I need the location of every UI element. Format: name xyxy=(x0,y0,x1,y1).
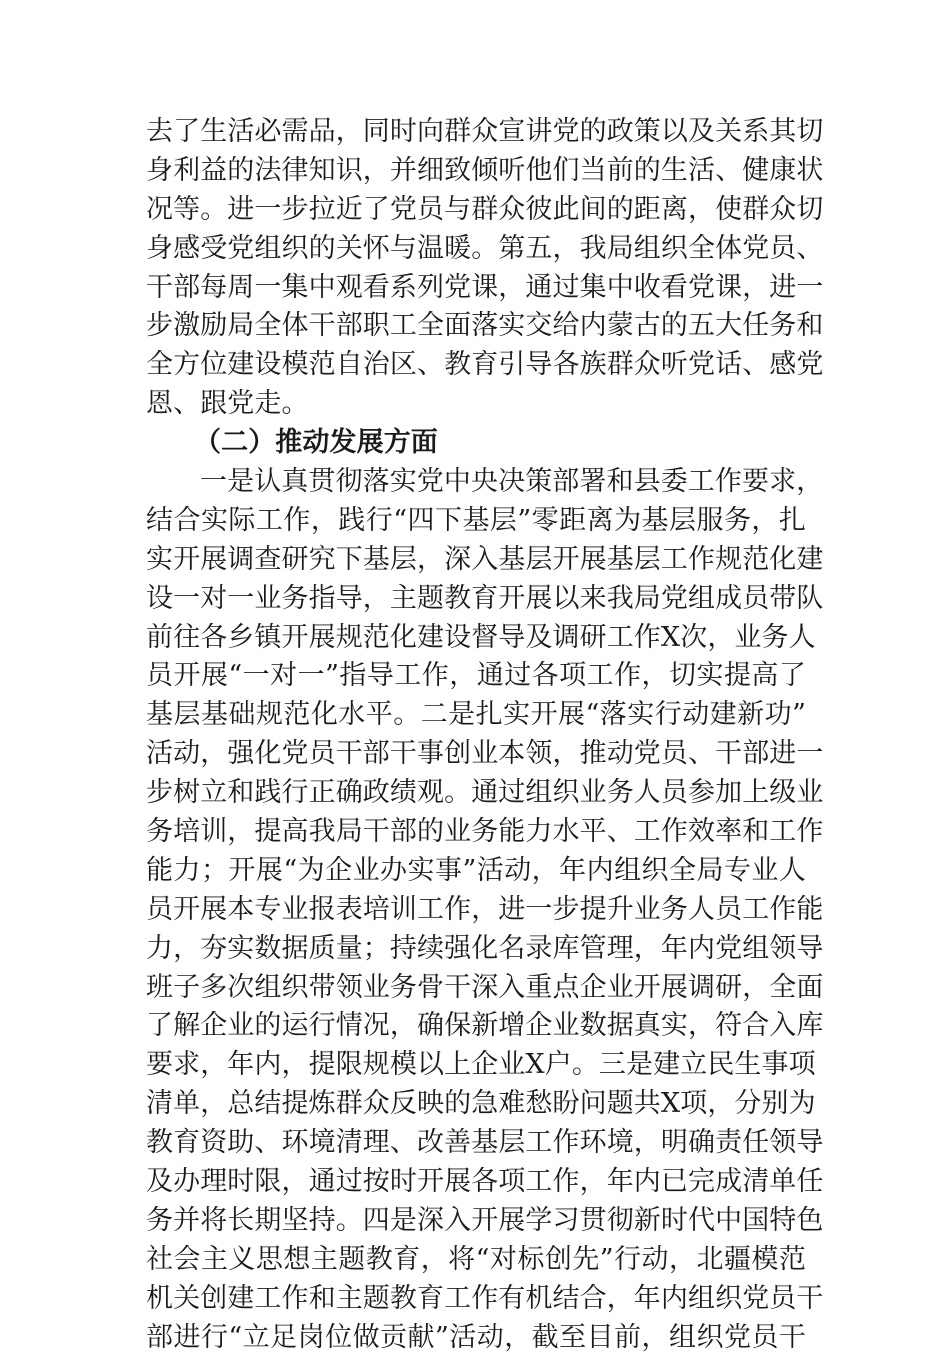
text-line: 员开展“一对一”指导工作，通过各项工作，切实提高了 xyxy=(146,660,806,692)
text-line: 实开展调查研究下基层，深入基层开展基层工作规范化建 xyxy=(146,543,824,575)
text-line: 前往各乡镇开展规范化建设督导及调研工作X次，业务人 xyxy=(146,621,816,653)
document-page xyxy=(146,113,824,1358)
text-line: 一是认真贯彻落实党中央决策部署和县委工作要求， xyxy=(200,466,824,498)
text-line: 及办理时限，通过按时开展各项工作，年内已完成清单任 xyxy=(146,1166,824,1198)
text-line: 教育资助、环境清理、改善基层工作环境，明确责任领导 xyxy=(146,1127,824,1159)
text-line: 全方位建设模范自治区、教育引导各族群众听党话、感党 xyxy=(146,349,824,381)
text-line: 务培训，提高我局干部的业务能力水平、工作效率和工作 xyxy=(146,816,824,848)
text-line: 班子多次组织带领业务骨干深入重点企业开展调研，全面 xyxy=(146,971,824,1003)
text-line: 去了生活必需品，同时向群众宣讲党的政策以及关系其切 xyxy=(146,116,824,147)
text-line: 结合实际工作，践行“四下基层”零距离为基层服务，扎 xyxy=(146,504,806,536)
text-line: 步激励局全体干部职工全面落实交给内蒙古的五大任务和 xyxy=(146,310,824,342)
section-heading: （二）推动发展方面 xyxy=(194,427,438,459)
text-line: 设一对一业务指导，主题教育开展以来我局党组成员带队 xyxy=(146,582,824,614)
text-line: 身利益的法律知识，并细致倾听他们当前的生活、健康状 xyxy=(146,154,824,186)
text-line: 务并将长期坚持。四是深入开展学习贯彻新时代中国特色 xyxy=(146,1204,824,1236)
text-line: 要求，年内，提限规模以上企业X户。三是建立民生事项 xyxy=(146,1049,816,1081)
text-line: 能力；开展“为企业办实事”活动，年内组织全局专业人 xyxy=(146,854,806,886)
text-line: 恩、跟党走。 xyxy=(146,388,309,420)
text-line: 力，夯实数据质量；持续强化名录库管理，年内党组领导 xyxy=(146,932,824,964)
text-line: 身感受党组织的关怀与温暖。第五，我局组织全体党员、 xyxy=(146,232,824,264)
text-line: 清单，总结提炼群众反映的急难愁盼问题共X项，分别为 xyxy=(146,1088,816,1120)
text-line: 员开展本专业报表培训工作，进一步提升业务人员工作能 xyxy=(146,893,824,925)
text-line: 活动，强化党员干部干事创业本领，推动党员、干部进一 xyxy=(146,738,824,770)
text-line: 部进行“立足岗位做贡献”活动，截至目前，组织党员干 xyxy=(146,1321,806,1353)
text-line: 了解企业的运行情况，确保新增企业数据真实，符合入库 xyxy=(146,1010,824,1042)
text-line: 况等。进一步拉近了党员与群众彼此间的距离，使群众切 xyxy=(146,193,824,225)
text-line: 机关创建工作和主题教育工作有机结合，年内组织党员干 xyxy=(146,1282,824,1314)
text-line: 社会主义思想主题教育，将“对标创先”行动，北疆模范 xyxy=(146,1243,806,1275)
text-line: 步树立和践行正确政绩观。通过组织业务人员参加上级业 xyxy=(146,777,824,809)
text-line: 干部每周一集中观看系列党课，通过集中收看党课，进一 xyxy=(146,271,824,303)
text-line: 基层基础规范化水平。二是扎实开展“落实行动建新功” xyxy=(146,699,806,731)
